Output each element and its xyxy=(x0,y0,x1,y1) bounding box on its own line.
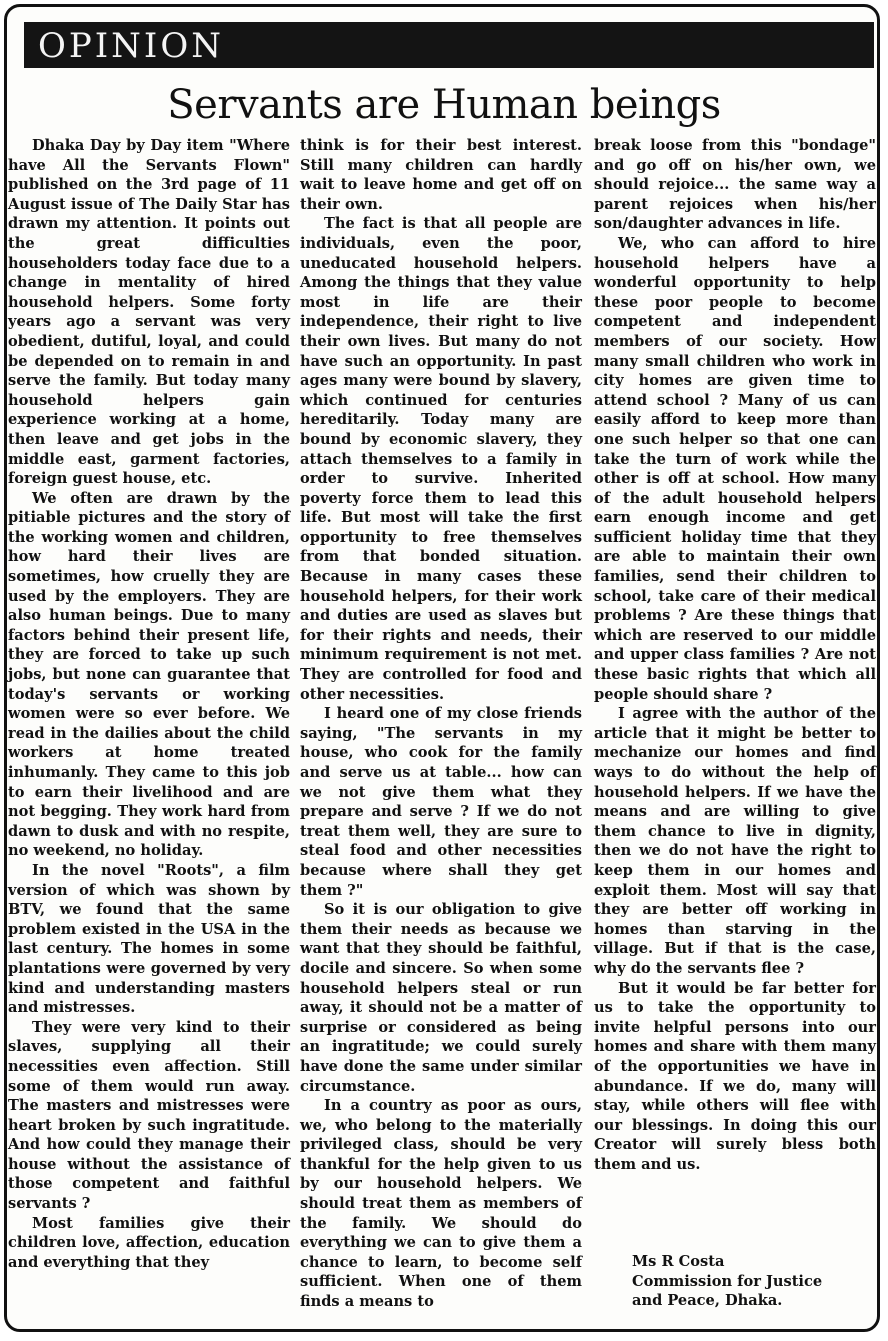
paragraph: In a country as poor as ours, we, who belong to the materially privileged class, should be very thankful for the help given to us by our household helpers. We should treat them as members of the family. We should do everything we can to give them a chance to learn, to become self sufficient. When one of them finds a means to xyxy=(300,1097,582,1311)
paragraph: The fact is that all people are individuals, even the poor, uneducated household helpers. Among the things that they value most in life are their independence, their right to live their own lives. But many do not have such an opportunity. In past ages many were bound by slavery, which continued for centuries hereditarily. Today many are bound by economic slavery, they attach themselves to a family in order to survive. Inherited poverty force them to lead this life. But most will take the first opportunity to free themselves from that bonded situation. Because in many cases these household helpers, for their work and duties are used as slaves but for their rights and needs, their minimum requirement is not met. They are controlled for food and other necessities. xyxy=(300,215,582,703)
paragraph: They were very kind to their slaves, supplying all their necessities even affection. Still some of them would run away. The masters and mistresses were heart broken by such ingratitude. And how could they manage their house without the assistance of those competent and faithful servants ? xyxy=(8,1018,290,1213)
section-label: OPINION xyxy=(38,26,224,66)
paragraph: Dhaka Day by Day item "Where have All the Servants Flown" published on the 3rd page of 11 August issue of The Daily Star has drawn my attention. It points out the great difficulties householders today face due to a change in mentality of hired household helpers. Some forty years ago a servant was very obedient, dutiful, loyal, and could be depended on to remain in and serve the family. But today many household helpers gain experience working at a home, then leave and get jobs in the middle east, garment factories, foreign guest house, etc. xyxy=(8,137,290,488)
paragraph: Most families give their children love, affection, education and everything that they xyxy=(8,1214,290,1271)
author-name: Ms R Costa xyxy=(632,1253,725,1270)
paragraph: In the novel "Roots", a film version of which was shown by BTV, we found that the same problem existed in the USA in the last century. The homes in some plantations were governed by very kind and understanding masters and mistresses. xyxy=(8,861,290,1017)
paragraph: I heard one of my close friends saying, "The servants in my house, who cook for the family and serve us at table... how can we not give them what they prepare and serve ? If we do not treat them well, they are sure to steal food and other necessities because where shall they get them ?" xyxy=(300,705,582,899)
author-org-line-2: and Peace, Dhaka. xyxy=(632,1292,783,1310)
paragraph: think is for their best interest. Still many children can hardly wait to leave home and get off on their own. xyxy=(300,137,582,213)
signature-block xyxy=(632,1252,822,1311)
paragraph: break loose from this "bondage" and go off on his/her own, we should rejoice... the same way a parent rejoices when his/her son/daughter advances in life. xyxy=(594,137,876,233)
paragraph: We, who can afford to hire household helpers have a wonderful opportunity to help these poor people to become competent and independent members of our society. How many small children who work in city homes are given time to attend school ? Many of us can easily afford to keep more than one such helper so that one can take the turn of work while the other is off at school. How many of the adult household helpers earn enough income and get sufficient holiday time that they are able to maintain their own families, send their children to school, take care of their medical problems ? Are these things that which are reserved to our middle and upper class families ? Are not these basic rights that which all people should share ? xyxy=(594,234,876,703)
section-banner xyxy=(24,22,874,68)
article-headline: Servants are Human beings xyxy=(167,82,721,128)
paragraph: But it would be far better for us to take the opportunity to invite helpful persons into our homes and share with them many of the opportunities we have in abundance. If we do, many will stay, while others will flee with our blessings. In doing this our Creator will surely bless both them and us. xyxy=(594,979,876,1173)
article-column-2 xyxy=(300,136,582,1312)
paragraph: We often are drawn by the pitiable pictures and the story of the working women and children, how hard their lives are sometimes, how cruelly they are used by the employers. They are also human beings. Due to many factors behind their present life, they are forced to take up such jobs, but none can guarantee that today's servants or working women were so ever before. We read in the dailies about the child workers at home treated inhumanly. They came to this job to earn their livelihood and are not begging. They work hard from dawn to dusk and with no respite, no weekend, no holiday. xyxy=(8,489,290,860)
author-org-line-1: Commission for Justice xyxy=(632,1272,823,1290)
paragraph: So it is our obligation to give them their needs as because we want that they should be faithful, docile and sincere. So when some household helpers steal or run away, it should not be a matter of surprise or considered as being an ingratitude; we could surely have done the same under similar circumstance. xyxy=(300,901,582,1095)
article-column-1 xyxy=(8,136,290,1272)
article-column-3 xyxy=(594,136,876,1174)
paragraph: I agree with the author of the article that it might be better to mechanize our homes and find ways to do without the help of household helpers. If we have the means and are willing to give them chance to live in dignity, then we do not have the right to keep them in our homes and exploit them. Most will say that they are better off working in homes than starving in the village. But if that is the case, why do the servants flee ? xyxy=(594,705,876,977)
